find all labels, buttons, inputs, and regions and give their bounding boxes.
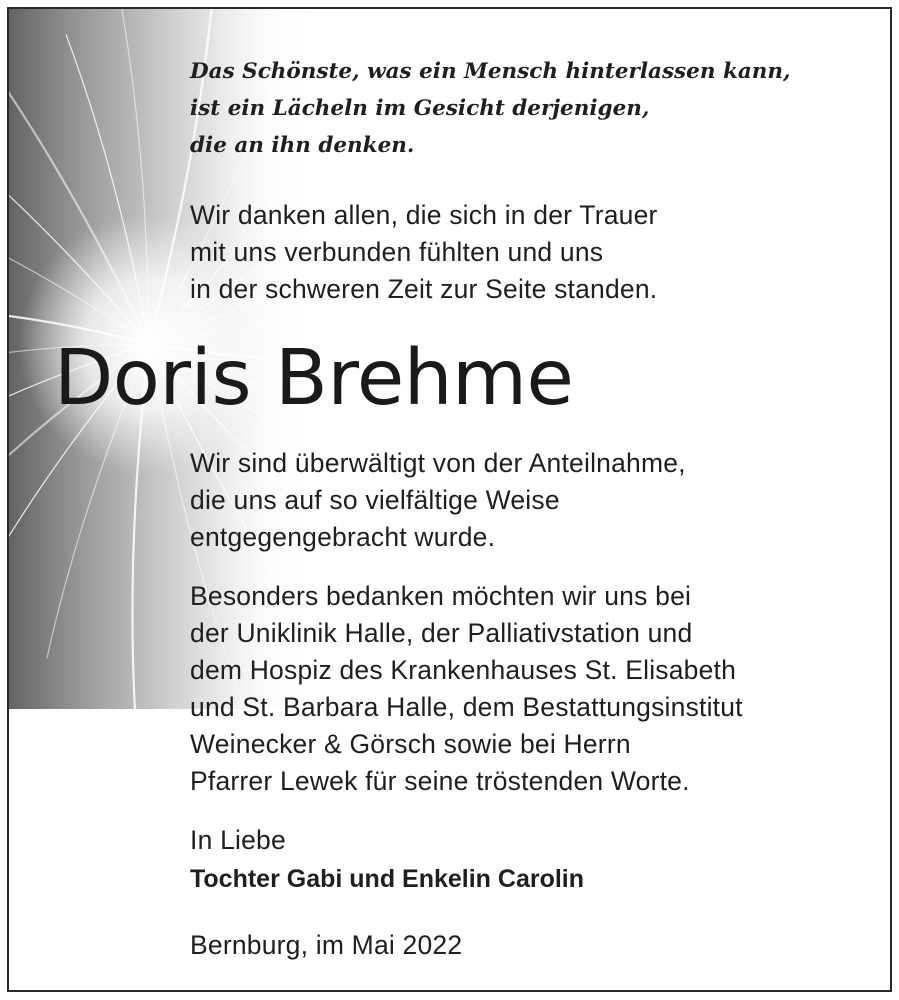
obituary-notice [7,7,892,992]
special-thanks-line: Pfarrer Lewek für seine tröstenden Worte. [190,766,690,796]
special-thanks-line: und St. Barbara Halle, dem Bestattungsinstitut [190,692,743,722]
special-thanks-line: der Uniklinik Halle, der Palliativstation und [190,618,693,648]
deceased-name: Doris Brehme [54,334,574,423]
quote-line: die an ihn denken. [190,133,415,158]
family-signature: Tochter Gabi und Enkelin Carolin [190,865,585,893]
thanks-paragraph [190,197,658,308]
thanks-line: Wir danken allen, die sich in der Trauer [190,200,658,230]
place-and-date: Bernburg, im Mai 2022 [190,930,463,960]
quote-line: ist ein Lächeln im Gesicht derjenigen, [190,96,650,121]
special-thanks-line: Weinecker & Görsch sowie bei Herrn [190,729,631,759]
special-thanks-line: Besonders bedanken möchten wir uns bei [190,581,692,611]
quote-line: Das Schönste, was ein Mensch hinterlassen kann, [190,59,791,84]
condolence-line: Wir sind überwältigt von der Anteilnahme, [190,448,686,478]
thanks-line: mit uns verbunden fühlten und uns [190,237,604,267]
thanks-line: in der schweren Zeit zur Seite standen. [190,274,658,304]
special-thanks-paragraph [190,578,743,800]
condolence-paragraph [190,445,686,556]
condolence-line: die uns auf so vielfältige Weise [190,485,560,515]
closing-phrase: In Liebe [190,825,286,855]
memorial-quote [190,53,791,164]
special-thanks-line: dem Hospiz des Krankenhauses St. Elisabeth [190,655,737,685]
condolence-line: entgegengebracht wurde. [190,522,496,552]
